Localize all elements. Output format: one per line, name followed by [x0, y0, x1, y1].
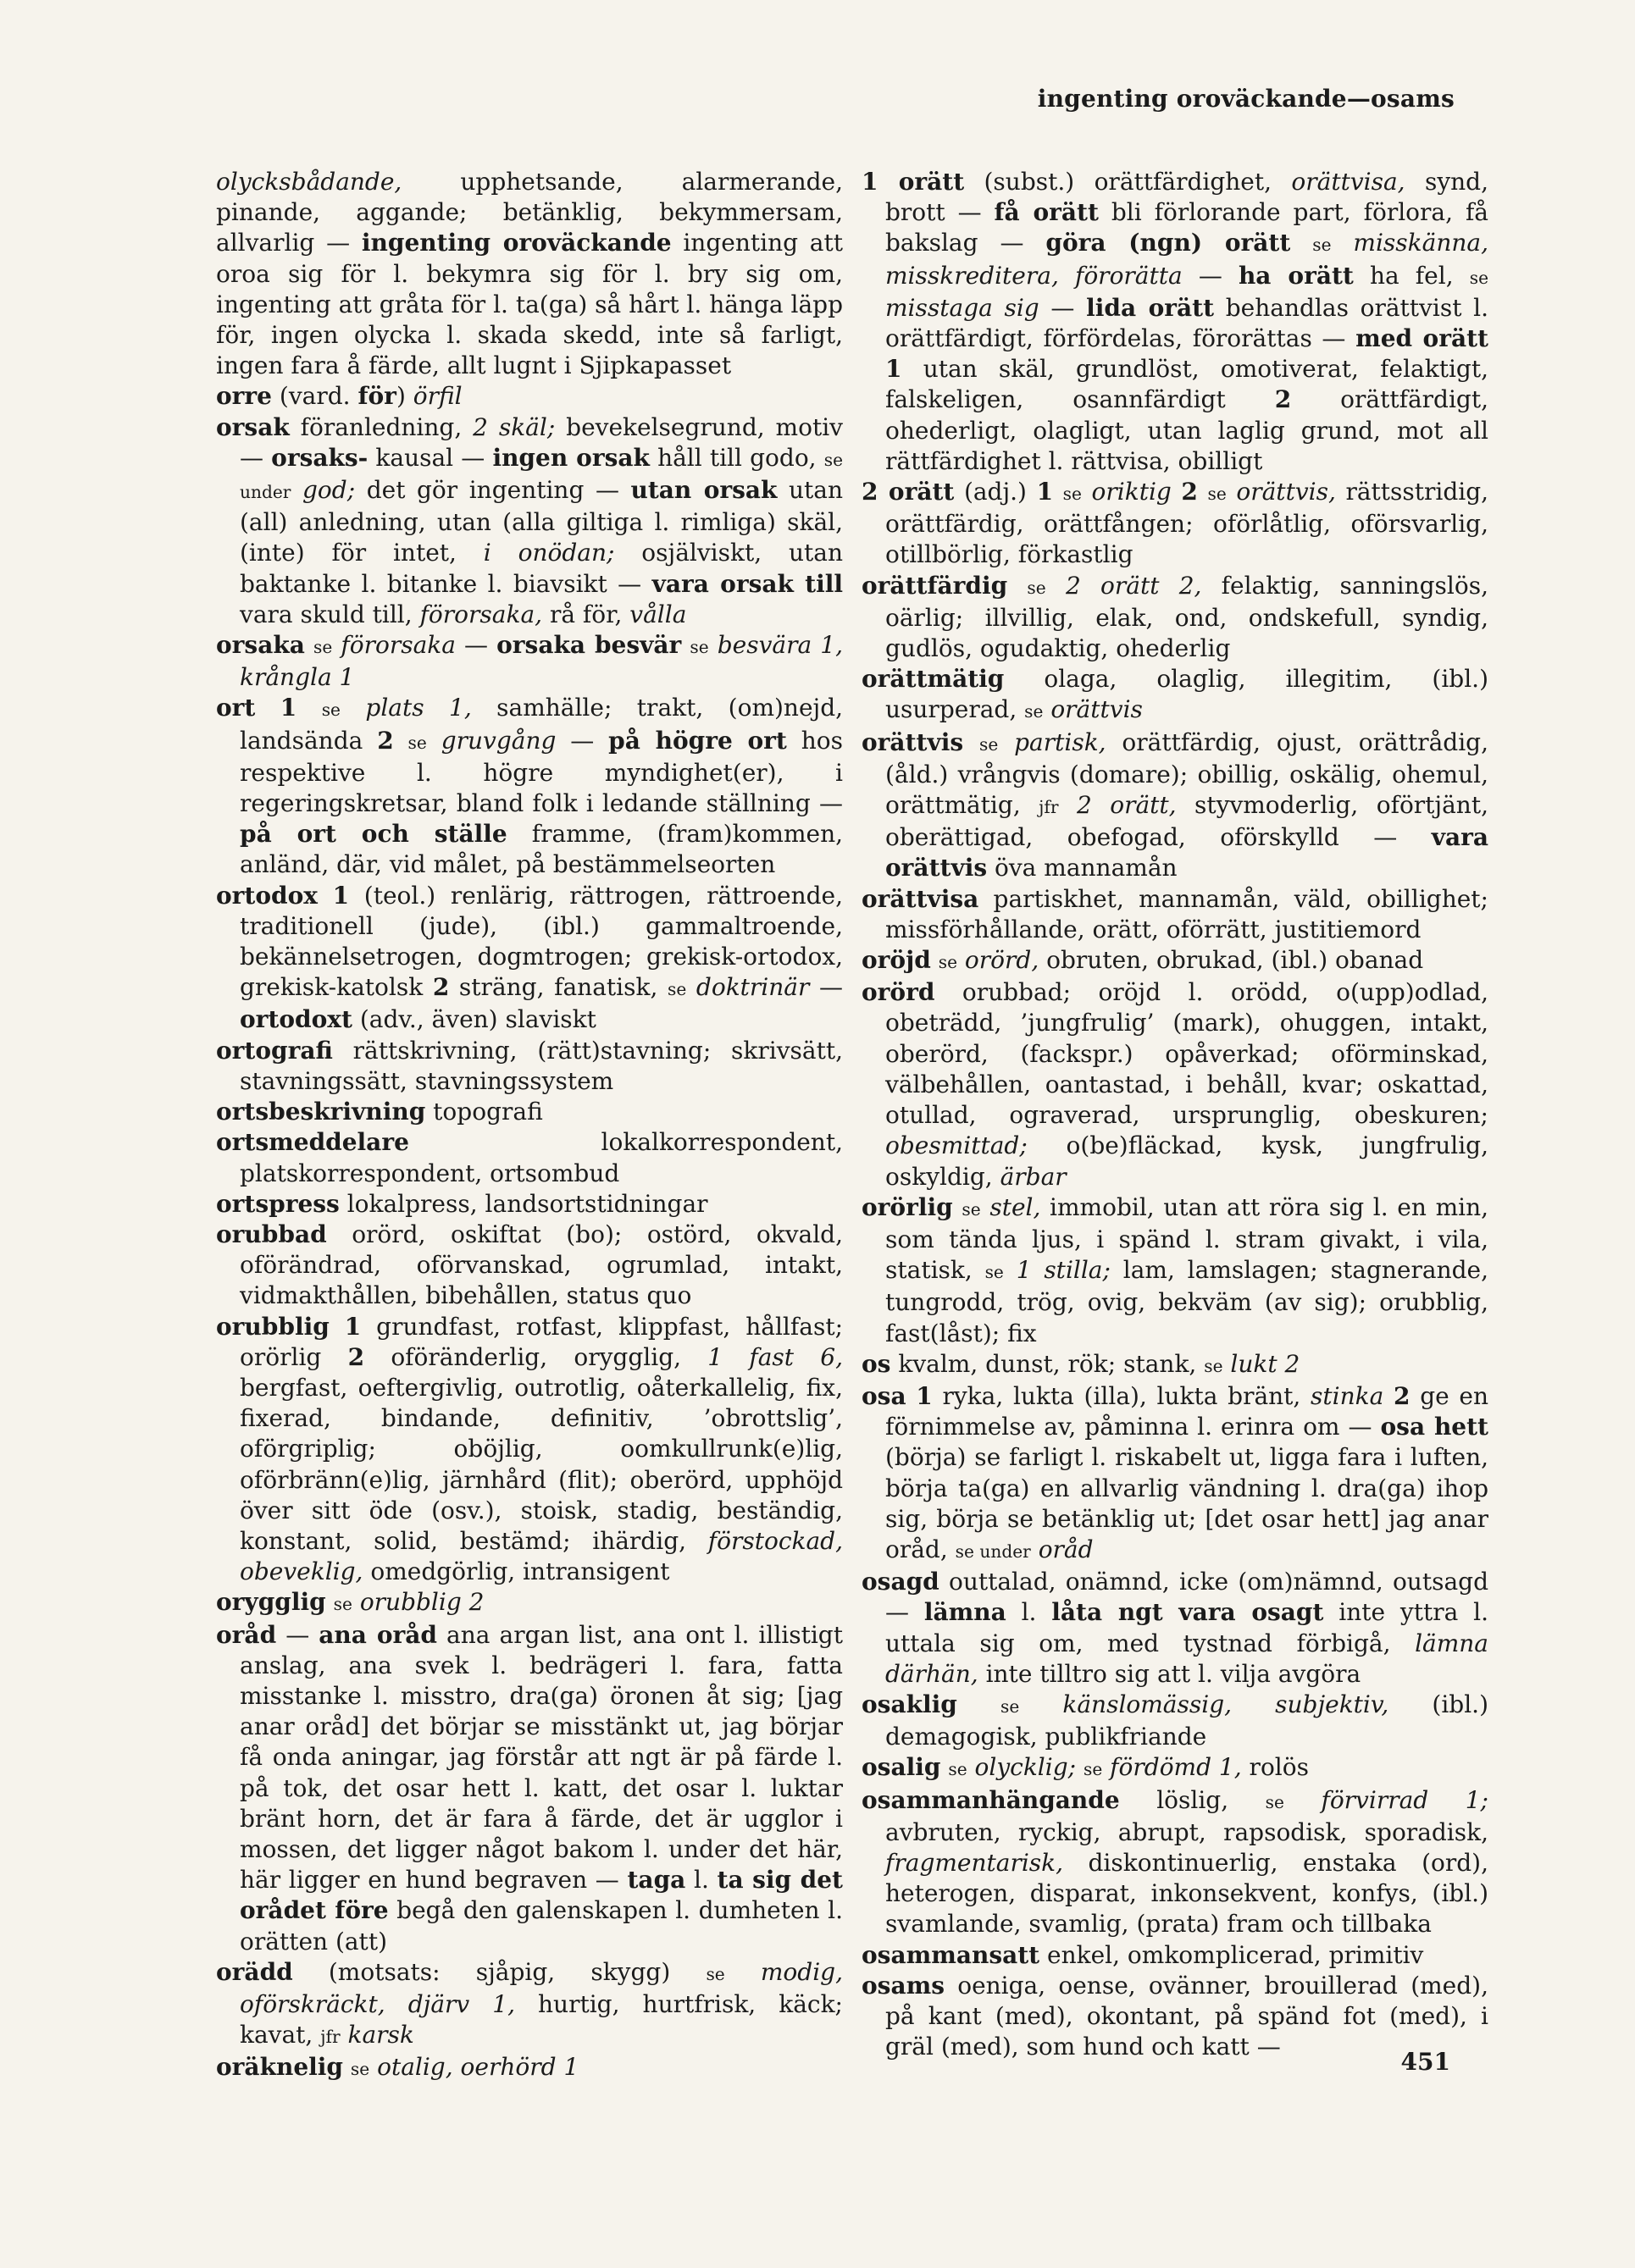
entry-text: inte tilltro sig att l. vilja avgöra [978, 1659, 1361, 1688]
entry-text: — [556, 726, 609, 755]
entry-headword: taga [627, 1866, 686, 1895]
entry-text: se [938, 952, 957, 973]
entry-headword: 2 [347, 1342, 365, 1371]
entry-text: olaga, olaglig, illegitim, (ibl.) usurperad, [885, 665, 1488, 724]
entry-text: l. [685, 1866, 718, 1895]
entry-text: håll till godo, [649, 443, 824, 472]
entry-text: — [455, 631, 497, 660]
entry-text: (motsats: sjåpig, skygg) [292, 1957, 707, 1986]
entry-headword: oröjd [862, 946, 931, 975]
entry-text: se [1062, 484, 1082, 505]
dictionary-entry [862, 1785, 1488, 1940]
dictionary-entry [216, 630, 843, 693]
entry-text: rättskrivning, (rätt)stavning; skrivsätt, stavningssätt, stavningssystem [240, 1036, 843, 1095]
entry-crossref: besvära 1, krångla 1 [240, 631, 843, 692]
entry-text: se [407, 732, 427, 753]
entry-text: (ibl.) demagogisk, publikfriande [885, 1690, 1489, 1751]
entry-text: samhälle; trakt, (om)nejd, landsända [240, 694, 844, 755]
entry-headword: lida orätt [1086, 293, 1215, 322]
entry-text: o(be)fläckad, kysk, jungfrulig, oskyldig, [885, 1131, 1488, 1191]
entry-headword: vara orsak till [651, 569, 843, 598]
entry-crossref: förstockad, obeveklig, [240, 1526, 843, 1586]
entry-crossref: orättvisa, [1291, 168, 1405, 196]
dictionary-entry [862, 167, 1488, 477]
entry-text: hurtig, hurtfrisk, käck; kavat, [240, 1989, 843, 2049]
entry-text: omedgörlig, intransigent [363, 1557, 670, 1586]
entry-text: — [1039, 293, 1087, 322]
entry-headword: på ort och ställe [240, 820, 507, 849]
entry-text [957, 946, 965, 974]
entry-headword: osammansatt [862, 1940, 1040, 1969]
entry-headword: 2 [432, 973, 450, 1002]
entry-headword: 1 [280, 694, 297, 722]
entry-crossref: 2 orätt 2, [1065, 571, 1202, 600]
entry-headword: 1 [916, 1381, 933, 1410]
entry-headword: 2 orätt [862, 478, 955, 506]
dictionary-entry [216, 167, 843, 381]
entry-text [352, 1588, 360, 1616]
entry-text [709, 631, 718, 659]
entry-text [341, 2021, 348, 2049]
entry-crossref: gruvgång [441, 726, 557, 755]
entry-text [343, 2053, 351, 2081]
entry-text: se [706, 1963, 725, 1984]
entry-crossref: doktrinär [696, 973, 810, 1002]
entry-headword: ortspress [216, 1189, 340, 1218]
entry-text [1332, 229, 1354, 257]
entry-text: framme, (fram)kommen, anländ, där, vid målet, på bestämmelseorten [240, 820, 843, 879]
entry-text [1227, 478, 1237, 506]
entry-text: immobil, utan att röra sig l. en min, som tända ljus, i spänd l. stram givakt, i vila, statisk, [885, 1192, 1489, 1285]
entry-headword: ortodoxt [240, 1005, 352, 1034]
entry-text [1019, 1690, 1062, 1718]
entry-text: bergfast, oeftergivlig, outrotlig, oåterkallelig, fix, fixerad, bindande, definitiv, ’obrottslig’, oförgriplig; oböjlig, oomkullrunk(e)lig, oförbränn(e)lig, järnhård (flit); oberörd, upphöjd över sitt öde (osv.), stoisk, stadig, beständig, konstant, solid, bestämd; ihärdig, [240, 1373, 843, 1555]
dictionary-entry [862, 727, 1488, 884]
entry-crossref: förvirrad 1; [1321, 1785, 1488, 1814]
entry-text [906, 1382, 917, 1410]
entry-headword: ha orätt [1238, 261, 1354, 290]
entry-text [255, 694, 280, 722]
entry-text: orörd, oskiftat (bo); ostörd, okvald, oförändrad, oförvanskad, ogrumlad, intakt, vidmakthållen, bibehållen, status quo [240, 1220, 843, 1310]
entry-text: se under [955, 1541, 1031, 1562]
entry-headword: oräknelig [216, 2053, 343, 2082]
entry-headword: göra (ngn) orätt [1045, 229, 1291, 257]
entry-headword: 1 [1036, 478, 1054, 506]
entry-text [1043, 695, 1050, 723]
entry-crossref: lämna därhän, [885, 1629, 1488, 1688]
entry-headword: vara orättvis [885, 823, 1488, 882]
entry-text: inte yttra l. uttala sig om, med tystnad förbigå, [885, 1598, 1489, 1657]
entry-headword: orsaks- [271, 443, 369, 472]
dictionary-entry [862, 1192, 1488, 1349]
entry-text: utan (all) anledning, utan (alla giltiga l. rimliga) skäl, (inte) för intet, [240, 476, 844, 567]
entry-text [1053, 478, 1063, 506]
dictionary-entry [216, 1312, 843, 1588]
entry-crossref: fördömd 1, [1110, 1753, 1242, 1782]
dictionary-entry [862, 977, 1488, 1192]
entry-headword: os [862, 1349, 891, 1378]
entry-text: se [948, 1759, 967, 1780]
right-column [862, 167, 1488, 2062]
dictionary-entry [216, 2052, 843, 2084]
dictionary-entry [216, 1957, 843, 2053]
entry-crossref: förorsaka [341, 631, 456, 660]
entry-headword: osaklig [862, 1690, 957, 1718]
entry-text [981, 1193, 990, 1221]
entry-text: se under [240, 449, 844, 503]
entry-crossref: örfil [413, 382, 463, 411]
entry-text: behandlas orättvist l. orättfärdigt, förfördelas, förorättas — [885, 293, 1488, 353]
dictionary-entry [216, 881, 843, 1036]
entry-crossref: karsk [347, 2021, 414, 2049]
entry-text: föranledning, [289, 412, 474, 441]
entry-text: diskontinuerlig, enstaka (ord), heterogen, disparat, inkonsekvent, konfys, (ibl.) svamlande, svamlig, (prata) fram och tillbaka [885, 1848, 1488, 1939]
entry-crossref: olycklig; [974, 1753, 1077, 1782]
entry-text [291, 476, 302, 504]
entry-headword: orubblig [216, 1312, 330, 1341]
dictionary-entry [216, 381, 843, 412]
entry-headword: utan orsak [630, 476, 778, 505]
entry-text [725, 1958, 761, 1986]
entry-crossref: orörd, [964, 946, 1039, 975]
entry-text: — [809, 973, 843, 1002]
entry-headword: orättmätig [862, 665, 1005, 694]
entry-text: se [690, 637, 709, 658]
dictionary-entry [216, 1036, 843, 1097]
entry-text: se [333, 1594, 352, 1615]
entry-text [332, 631, 341, 659]
entry-headword: orättvisa [862, 884, 979, 913]
entry-crossref: förorsaka, [419, 600, 543, 628]
entry-text [1046, 572, 1066, 600]
entry-headword: osa [862, 1381, 906, 1410]
entry-headword: få orätt [994, 198, 1099, 227]
entry-headword: 1 [344, 1312, 362, 1341]
entry-headword: 2 [377, 726, 394, 755]
entry-headword: 1 [885, 355, 902, 384]
entry-text: orubbad; oröjd l. orödd, o(upp)odlad, obeträdd, ’jungfrulig’ (mark), ohuggen, intakt, oberörd, (fackspr.) opåverkad; oförminskad, välbehållen, oantastad, i behåll, kvar; oskattad, otullad, ograverad, ursprunglig, obeskuren; [885, 978, 1488, 1130]
dictionary-entry [862, 1381, 1488, 1567]
entry-text: jfr [1039, 797, 1059, 818]
entry-crossref: orubblig 2 [359, 1588, 485, 1617]
entry-headword: osalig [862, 1753, 941, 1782]
entry-text: oföränderlig, orygglig, [364, 1342, 708, 1371]
entry-headword: orre [216, 382, 272, 411]
entry-text: se [1083, 1759, 1103, 1780]
entry-text: l. [1006, 1598, 1052, 1627]
entry-crossref: oriktig [1091, 478, 1172, 506]
entry-headword: osammanhängande [862, 1785, 1120, 1814]
entry-text: ) [396, 382, 413, 411]
entry-text [1383, 1382, 1394, 1410]
entry-headword: orörlig [862, 1192, 953, 1221]
entry-text: se [1000, 1695, 1020, 1717]
entry-crossref: otalig, oerhörd 1 [377, 2053, 579, 2082]
entry-crossref: vålla [629, 600, 687, 628]
entry-headword: lämna [923, 1598, 1006, 1627]
entry-text: se [1265, 1791, 1284, 1812]
entry-headword: orsak [216, 412, 290, 441]
dictionary-entry [862, 1940, 1488, 1971]
dictionary-entry [216, 693, 843, 880]
dictionary-entry [216, 1220, 843, 1312]
entry-text: se [978, 733, 999, 755]
entry-headword: orörd [862, 978, 935, 1007]
entry-headword: ortsbeskrivning [216, 1098, 426, 1126]
entry-text: kausal — [368, 443, 493, 472]
entry-headword: orygglig [216, 1588, 326, 1617]
entry-text: orättfärdigt, ohederligt, olagligt, utan laglig grund, mot all rättfärdighet l. rättvisa, obilligt [885, 385, 1488, 475]
entry-text: (adv., även) slaviskt [352, 1005, 596, 1034]
entry-crossref: 1 stilla; [1016, 1256, 1111, 1285]
entry-text: hos respektive l. högre myndighet(er), i regeringskretsar, bland folk i ledande ställning — [240, 726, 843, 818]
page-number: 451 [1400, 2048, 1450, 2076]
entry-crossref: lukt 2 [1230, 1349, 1300, 1378]
dictionary-entry [216, 1127, 843, 1188]
entry-text: rå för, [542, 600, 630, 628]
entry-crossref: god; [302, 476, 356, 505]
entry-text: se [667, 979, 687, 1000]
entry-text [963, 728, 979, 756]
entry-headword: ortografi [216, 1036, 333, 1065]
entry-text: sträng, fanatisk, [449, 973, 668, 1002]
entry-crossref: obesmittad; [885, 1131, 1028, 1160]
entry-crossref: 2 skäl; [473, 412, 556, 441]
entry-text: orättfärdig, ojust, orättrådig, (åld.) vrångvis (domare); obillig, oskälig, ohemul, orättmätig, [885, 727, 1489, 820]
entry-text: lokalpress, landsortstidningar [339, 1189, 708, 1218]
entry-text: styvmoderlig, oförtjänt, oberättigad, obefogad, oförskylld — [885, 791, 1488, 852]
dictionary-entry [862, 1690, 1488, 1752]
entry-text: topografi [425, 1098, 543, 1126]
entry-text: se [321, 700, 341, 721]
entry-crossref: olycksbådande, [216, 168, 402, 196]
entry-headword: ana oråd [319, 1620, 437, 1649]
dictionary-entry [862, 571, 1488, 665]
entry-text: (vard. [272, 382, 358, 411]
entry-text [1082, 478, 1092, 506]
entry-crossref: ärbar [1000, 1162, 1067, 1191]
entry-text: vara skuld till, [240, 600, 420, 628]
entry-text [1004, 1256, 1017, 1284]
entry-text: synd, brott — [885, 168, 1488, 227]
entry-text: (börja) se farligt l. riskabelt ut, ligga fara i luften, börja ta(ga) en allvarlig vändning l. dra(ga) ihop sig, börja se betänklig ut; [det osar hett] jag anar oråd, [885, 1443, 1488, 1563]
entry-text [341, 694, 365, 722]
dictionary-entry [216, 1620, 843, 1957]
entry-headword: ortsmeddelare [216, 1128, 409, 1157]
entry-text: avbruten, ryckig, abrupt, rapsodisk, sporadisk, [885, 1817, 1488, 1846]
dictionary-entry [862, 664, 1488, 727]
entry-text [330, 1313, 345, 1341]
entry-text: (teol.) renlärig, rättrogen, rättroende, traditionell (jude), (ibl.) gammaltroende, bekännelsetrogen, dogmtrogen; grekisk-ortodox, grekisk-katolsk [240, 881, 843, 1002]
entry-crossref: känslomässig, subjektiv, [1062, 1690, 1389, 1718]
entry-text: oeniga, oense, ovänner, brouillerad (med), på kant (med), okontant, på spänd fot (med), i gräl (med), som hund och katt — [885, 1971, 1488, 2061]
entry-text [1031, 1535, 1039, 1563]
entry-text: öva mannamån [987, 854, 1178, 882]
entry-headword: ingenting oroväckande [361, 229, 672, 257]
entry-text: se [984, 1262, 1004, 1283]
entry-text: (subst.) orättfärdighet, [964, 168, 1292, 196]
entry-headword: orubbad [216, 1220, 327, 1248]
entry-headword: ingen orsak [492, 443, 650, 472]
entry-text [953, 1193, 962, 1221]
entry-text [1102, 1753, 1110, 1781]
entry-text [931, 946, 939, 974]
entry-text: ana argan list, ana ont l. illistigt anslag, ana svek l. bedrägeri l. fara, fatta misstanke l. misstro, dra(ga) öronen åt sig; [jag anar oråd] det börjar se misstänkt ut, jag börjar få onda aningar, jag förstår att ngt är på färde l. på tok, det osar hett l. katt, det osar l. luktar bränt horn, det är fara å färde, det är ugglor i mossen, det ligger något bakom l. under det här, här ligger en hund begraven — [240, 1620, 843, 1895]
entry-text: bli förlorande part, förlora, få bakslag — [885, 198, 1488, 257]
entry-crossref: misskänna, misskreditera, förorätta [885, 229, 1488, 290]
entry-text: löslig, [1119, 1785, 1266, 1814]
entry-text: obruten, obrukad, (ibl.) obanad [1039, 946, 1424, 975]
entry-text: se [1312, 235, 1332, 256]
entry-text [369, 2053, 377, 2081]
entry-text [957, 1690, 1000, 1718]
entry-crossref: stel, [989, 1192, 1041, 1221]
entry-crossref: misstaga sig [885, 293, 1039, 322]
entry-headword: ort [216, 694, 256, 722]
dictionary-entry [862, 945, 1488, 977]
entry-text [1290, 229, 1312, 257]
entry-text [686, 973, 696, 1001]
entry-headword: på högre ort [608, 726, 787, 755]
entry-crossref: plats 1, [365, 694, 472, 722]
entry-crossref: 2 orätt, [1076, 791, 1177, 820]
entry-text [1284, 1786, 1322, 1814]
entry-text: rättsstridig, orättfärdig, orättfången; oförlåtlig, oförsvarlig, otillbörlig, förkastlig [885, 478, 1489, 569]
entry-crossref: oråd [1038, 1535, 1094, 1563]
entry-headword: för [357, 382, 396, 411]
entry-crossref: i onödan; [483, 539, 615, 567]
entry-text: felaktig, sanningslös, oärlig; illvillig, elak, ond, ondskefull, syndig, gudlös, ogudaktig, ohederlig [885, 571, 1488, 663]
entry-text: grundfast, rotfast, klippfast, hållfast; orörlig [240, 1312, 843, 1371]
entry-text: rolös [1241, 1753, 1309, 1782]
entry-text: lokalkorrespondent, platskorrespondent, ortsombud [240, 1128, 843, 1187]
dictionary-entry [862, 477, 1488, 571]
entry-text: kvalm, dunst, rök; stank, [890, 1349, 1205, 1378]
entry-headword: 1 [332, 881, 350, 910]
entry-text: osjälviskt, utan baktanke l. bitanke l. biavsikt — [240, 539, 843, 598]
entry-headword: osagd [862, 1568, 939, 1596]
entry-text: upphetsande, alarmerande, pinande, aggande; betänklig, bekymmersam, allvarlig — [216, 168, 843, 257]
entry-text: enkel, omkomplicerad, primitiv [1039, 1940, 1424, 1969]
entry-text: det gör ingenting — [355, 476, 631, 505]
entry-text: se [1469, 267, 1488, 288]
entry-text: utan skäl, grundlöst, omotiverat, felaktigt, falskeligen, osannfärdigt [885, 355, 1488, 414]
entry-headword: osa hett [1380, 1413, 1488, 1441]
entry-crossref: orättvis [1050, 695, 1143, 724]
dictionary-entry [216, 1587, 843, 1619]
entry-text: — [1182, 261, 1239, 290]
entry-text [326, 1588, 334, 1616]
running-header: ingenting oroväckande—osams [1037, 85, 1455, 113]
entry-crossref: modig, oförskräckt, djärv 1, [240, 1957, 843, 2018]
entry-crossref: orättvis, [1236, 478, 1336, 506]
dictionary-entry [862, 884, 1488, 945]
entry-headword: orsaka [216, 631, 305, 660]
entry-text: se [1027, 577, 1046, 598]
entry-text [681, 631, 690, 659]
entry-headword: oråd [216, 1620, 277, 1649]
entry-text [1172, 478, 1182, 506]
entry-crossref: partisk, [1014, 727, 1106, 756]
entry-text [967, 1753, 975, 1781]
entry-text: se [962, 1198, 981, 1220]
entry-text: partiskhet, mannamån, väld, obillighet; missförhållande, orätt, oförrätt, justitiemord [885, 884, 1488, 943]
entry-text: outtalad, onämnd, icke (om)nämnd, outsagd — [885, 1568, 1488, 1627]
dictionary-entry [862, 1349, 1488, 1381]
entry-headword: med orätt [1355, 324, 1488, 353]
entry-headword: 1 orätt [862, 168, 965, 196]
entry-text [318, 882, 333, 910]
entry-crossref: fragmentarisk, [885, 1848, 1064, 1877]
entry-text: ha fel, [1353, 261, 1470, 290]
entry-text: — [276, 1620, 319, 1649]
entry-headword: osams [862, 1971, 945, 2000]
entry-text [427, 727, 441, 755]
entry-text [1076, 1753, 1084, 1781]
entry-text: jfr [320, 2027, 341, 2048]
entry-headword: 2 [1181, 478, 1198, 506]
entry-text [394, 727, 408, 755]
entry-headword: orsaka besvär [496, 631, 682, 660]
dictionary-entry [862, 1971, 1488, 2063]
dictionary-entry [862, 1567, 1488, 1690]
entry-headword: 2 [1274, 385, 1292, 414]
entry-headword: orättvis [862, 727, 964, 756]
entry-crossref: 1 fast 6, [707, 1342, 843, 1371]
entry-text [1059, 791, 1077, 819]
left-column [216, 167, 843, 2085]
entry-text [297, 694, 321, 722]
dictionary-entry [216, 1097, 843, 1127]
dictionary-entry [862, 1752, 1488, 1784]
dictionary-entry [216, 412, 843, 630]
entry-text [305, 631, 313, 659]
entry-text [1007, 572, 1027, 600]
entry-headword: ta sig det orådet före [240, 1866, 843, 1925]
entry-text: se [313, 637, 333, 658]
entry-text: bevekelsegrund, motiv — [240, 412, 843, 472]
entry-text: ge en förnimmelse av, påminna l. erinra om — [885, 1381, 1488, 1441]
entry-text: se [350, 2059, 370, 2080]
entry-headword: låta ngt vara osagt [1051, 1598, 1324, 1627]
entry-text: ryka, lukta (illa), lukta bränt, [932, 1381, 1311, 1410]
entry-text: lam, lamslagen; stagnerande, tungrodd, trög, ovig, bekväm (av sig); orubblig, fast(låst); fix [885, 1256, 1489, 1347]
entry-text: se [1207, 484, 1227, 505]
entry-text: (adj.) [954, 478, 1037, 506]
entry-text: se [1024, 701, 1044, 722]
entry-headword: ortodox [216, 881, 318, 910]
entry-text: se [1204, 1355, 1223, 1376]
entry-headword: orättfärdig [862, 571, 1008, 600]
entry-headword: orädd [216, 1957, 293, 1986]
entry-text [1198, 478, 1208, 506]
entry-text: begå den galenskapen l. dumheten l. orätten (att) [240, 1896, 843, 1955]
entry-crossref: stinka [1311, 1381, 1384, 1410]
entry-headword: 2 [1394, 1381, 1411, 1410]
dictionary-entry [216, 1189, 843, 1220]
entry-text: ingenting att oroa sig för l. bekymra sig för l. bry sig om, ingenting att gråta för l. ta(ga) så hårt l. hänga läpp för, ingen olycka l. skada skedd, inte så farligt, ingen fara å färde, allt lugnt i Sjipkapasset [216, 229, 843, 380]
entry-text [998, 728, 1014, 756]
entry-text [940, 1753, 948, 1781]
